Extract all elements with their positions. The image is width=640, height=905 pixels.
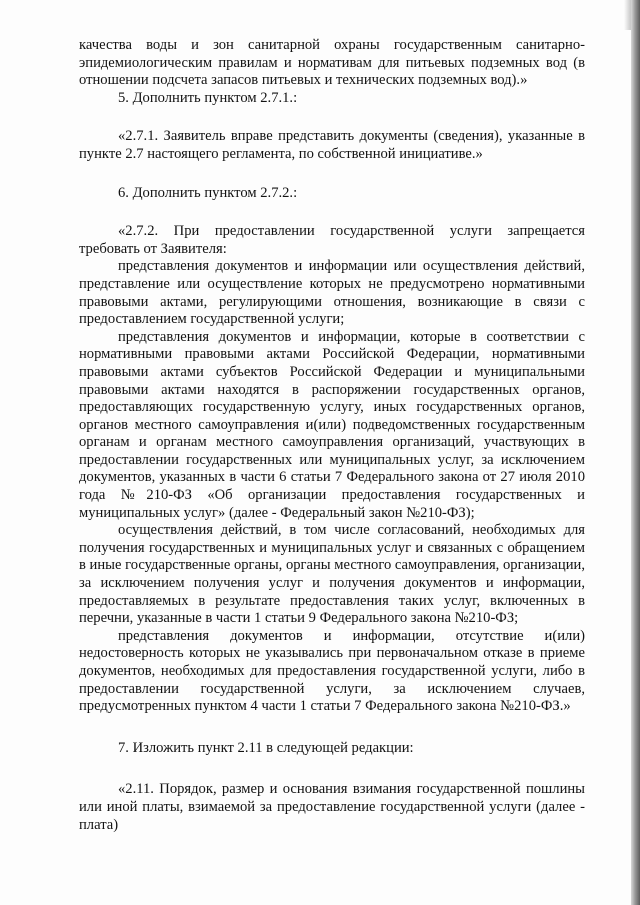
paragraph-item-6: 6. Дополнить пунктом 2.7.2.:: [118, 184, 298, 201]
paragraph-2-7-1: «2.7.1. Заявитель вправе представить документы (сведения), указанные в пункте 2.7 настоящего регламента, по собственной инициативе.»: [79, 128, 585, 162]
document-body: [79, 37, 585, 834]
paragraph-requirement-1: представления документов и информации или осуществления действий, представление или осуществление которых не предусмотрено нормативными правовыми актами, регулирующими отношения, возникающие в связи с предоставлением государственной услуги;: [79, 258, 585, 328]
paragraph-2-11: «2.11. Порядок, размер и основания взимания государственной пошлины или иной платы, взимаемой за предоставление государственной услуги (далее - плата): [79, 781, 585, 833]
paragraph-requirement-2: представления документов и информации, которые в соответствии с нормативными правовыми актами Российской Федерации, нормативными правовыми актами субъектов Российской Федерации и муниципальными правовыми актами находятся в распоряжении государственных органов, предоставляющих государственную услугу, иных государственных органов, органов местного самоуправления и(или) подведомственных государственным органам и органам местного самоуправления организаций, участвующих в предоставлении государственных или муниципальных услуг, за исключением документов, указанных в части 6 статьи 7 Федерального закона от 27 июля 2010 года №210-ФЗ «Об организации предоставления государственных и муниципальных услуг» (далее - Федеральный закон №210-ФЗ);: [79, 328, 585, 521]
paragraph-item-5: 5. Дополнить пунктом 2.7.1.:: [118, 89, 298, 106]
paragraph-item-7: 7. Изложить пункт 2.11 в следующей редакции:: [118, 739, 414, 756]
scan-shadow-edge: [631, 0, 640, 905]
paragraph-requirement-3: осуществления действий, в том числе согласований, необходимых для получения государственных и муниципальных услуг и связанных с обращением в иные государственные органы, органы местного самоуправления, организации, за исключением получения услуг и получения документов и информации, предоставляемых в результате предоставления таких услуг, включенных в перечни, указанные в части 1 статьи 9 Федерального закона №210-ФЗ;: [79, 522, 585, 627]
paragraph-continuation: качества воды и зон санитарной охраны государственным санитарно-эпидемиологическим правилам и нормативам для питьевых подземных вод (в отношении подсчета запасов питьевых и технических подземных вод).»: [79, 37, 585, 89]
paragraph-2-7-2: «2.7.2. При предоставлении государственной услуги запрещается требовать от Заявителя:: [79, 223, 585, 257]
paragraph-requirement-4: представления документов и информации, отсутствие и(или) недостоверность которых не указывались при первоначальном отказе в приеме документов, необходимых для предоставления государственной услуги, либо в предоставлении государственной услуги, за исключением случаев, предусмотренных пунктом 4 части 1 статьи 7 Федерального закона №210-ФЗ.»: [79, 627, 585, 715]
